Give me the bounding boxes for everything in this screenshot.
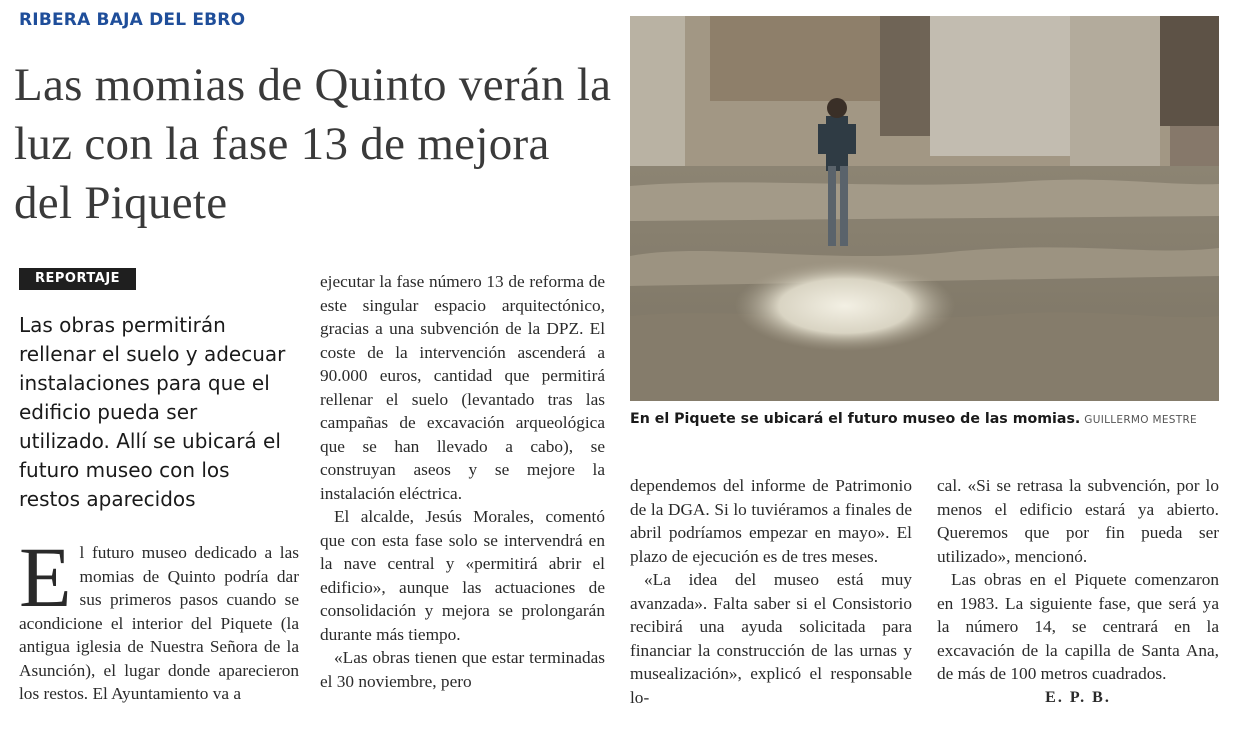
article-paragraph: «Las obras tienen que estar terminadas el 30 noviembre, pero: [320, 648, 605, 691]
article-column-4: [937, 474, 1219, 709]
article-paragraph: dependemos del informe de Patrimonio de la DGA. Si lo tuviéramos a finales de abril podríamos empezar en mayo». El plazo de ejecución es de tres meses.: [630, 476, 912, 566]
subheadline: Las obras permitirán rellenar el suelo y adecuar instalaciones para que el edificio pueda ser utilizado. Allí se ubicará el futuro museo con los restos aparecidos: [19, 313, 286, 511]
article-paragraph: Las obras en el Piquete comenzaron en 1983. La siguiente fase, que será ya la número 14, se centrará en la excavación de la capilla de Santa Ana, de más de 100 metros cuadrados.: [937, 570, 1219, 683]
article-paragraph: ejecutar la fase número 13 de reforma de este singular espacio arquitectónico, gracias a una subvención de la DPZ. El coste de la intervención ascenderá a 90.000 euros, cantidad que permitirá rellenar el suelo (levantado tras las campañas de excavación arqueológica que se han llevado a cabo), se construyan aseos y se mejore la instalación eléctrica.: [320, 272, 605, 503]
article-photo: [630, 16, 1219, 401]
caption-text: En el Piquete se ubicará el futuro museo de las momias.: [630, 411, 1081, 427]
article-paragraph: El alcalde, Jesús Morales, comentó que con esta fase solo se intervendrá en la nave central y «permitirá abrir el edificio», aunque las actuaciones de consolidación y mejora se prolongarán durante más tiempo.: [320, 507, 605, 644]
photo-credit: GUILLERMO MESTRE: [1084, 414, 1197, 426]
article-paragraph: [19, 529, 299, 706]
article-paragraph: cal. «Si se retrasa la subvención, por lo menos el edificio estará ya abierto. Queremos que por fin pueda ser utilizado», mencionó.: [937, 476, 1219, 566]
headline: Las momias de Quinto verán la luz con la fase 13 de mejora del Piquete: [14, 59, 612, 229]
photo-caption: [630, 411, 1219, 427]
photo-excavation-image: [630, 16, 1219, 401]
author-signature: E. P. B.: [1045, 688, 1111, 706]
kicker-badge: REPORTAJE: [19, 268, 136, 290]
section-label: RIBERA BAJA DEL EBRO: [19, 10, 246, 30]
article-column-2: [320, 270, 605, 693]
article-paragraph: «La idea del museo está muy avanzada». Falta saber si el Consistorio recibirá una ayuda solicitada para financiar la construcción de las urnas y musealización», explicó el responsable lo-: [630, 570, 912, 707]
paragraph-text: l futuro museo dedicado a las momias de Quinto podría dar sus primeros pasos cuando se acondicione el interior del Piquete (la antigua iglesia de Nuestra Señora de la Asunción), el lugar donde aparecieron los restos. El Ayuntamiento va a: [19, 543, 299, 703]
drop-cap: E: [19, 529, 72, 625]
article-column-3: [630, 474, 912, 709]
article-column-1: [19, 529, 299, 706]
